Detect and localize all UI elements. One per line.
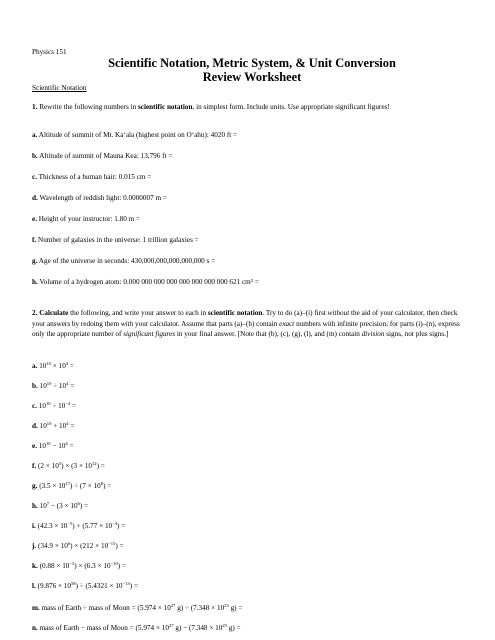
q1-item	[32, 194, 167, 202]
item-text: $10^7 - (3 \times 10^6)$ =	[39, 501, 89, 510]
course-label: Physics 151	[32, 48, 67, 56]
item-label: b.	[32, 382, 38, 390]
q2-item	[32, 362, 74, 370]
q1-bold: scientific notation	[138, 103, 193, 111]
q2-item	[32, 422, 74, 430]
item-text: $10^{10} \times 10^4$ =	[39, 361, 74, 370]
title-line-1: Scientific Notation, Metric System, & Unit Conversion	[108, 56, 396, 70]
item-text: $(42.3 \times 10^{-5}) + (5.77 \times 10^{-4})$ =	[37, 521, 126, 530]
item-text: $(0.88 \times 10^{-3}) \times (6.3 \times 10^{-10})$ =	[39, 561, 126, 570]
item-label: m.	[32, 604, 40, 612]
item-text: Altitude of summit of Mt. Ka‘ala (highest point on O‘ahu): 4020 ft =	[38, 131, 238, 139]
q2-item	[32, 522, 125, 530]
item-text: Volume of a hydrogen atom: 0.000 000 000 000 000 000 000 000 621 cm³ =	[39, 278, 259, 286]
q2-bold2: scientific notation	[207, 309, 263, 317]
item-label: j.	[32, 542, 37, 550]
title-line-2: Review Worksheet	[202, 69, 302, 84]
item-label: d.	[32, 194, 38, 202]
q2-mid5: numbers with infinite precision; for parts (i)–(n), express only the appropriate number of	[32, 319, 460, 338]
q1-item	[32, 131, 237, 139]
q2-item	[32, 502, 88, 510]
item-label: g.	[32, 257, 38, 265]
q2-it3: exact	[279, 319, 295, 328]
q2-item	[32, 562, 126, 570]
item-label: c.	[32, 402, 37, 410]
q2-item	[32, 482, 111, 490]
q2-mid2: . Try to do (a)–(i) first	[262, 309, 326, 317]
question-1-instructions	[32, 102, 472, 113]
item-text: Number of galaxies in the universe: 1 trillion galaxies =	[38, 236, 199, 244]
item-label: e.	[32, 442, 37, 450]
item-text: $(2 \times 10^5) \times (3 \times 10^{12})$ =	[38, 461, 105, 470]
q1-item	[32, 173, 151, 181]
q1-item	[32, 278, 259, 286]
q2-item	[32, 382, 74, 390]
q2-it4: significant figures	[123, 330, 176, 338]
q1-item	[32, 152, 172, 160]
item-text: Wavelength of reddish light: 0.0000007 m =	[39, 194, 167, 202]
item-label: b.	[32, 152, 38, 160]
item-text: $10^{10} + 10^4$ =	[39, 421, 75, 430]
q1-post: , in simplest form. Include units. Use appropriate significant figures!	[192, 103, 390, 111]
q2-mid4: your calculator. Assume that parts (a)–(h) contain	[135, 319, 278, 328]
item-label: h.	[32, 502, 38, 510]
q1-item	[32, 257, 215, 265]
q2-mid3: the aid of your calculator, then check your answers by redoing them	[32, 309, 458, 328]
q2-mid1: the following, and write your answer to each in	[70, 309, 207, 317]
q2-it2: with	[120, 319, 134, 328]
item-text: $(9.876 \times 10^{58}) \div (5.4321 \times 10^{-13})$ =	[37, 581, 138, 590]
item-text: Height of your instructor: 1.80 m =	[38, 215, 141, 223]
item-text: $(3.5 \times 10^{17}) \div (7 \times 10^8)$ =	[39, 481, 112, 490]
q2-it5: division	[361, 330, 385, 338]
item-label: a.	[32, 131, 38, 139]
q2-item	[32, 604, 242, 612]
item-label: k.	[32, 562, 38, 570]
q2-item	[32, 582, 138, 590]
item-label: i.	[32, 522, 36, 530]
question-2-number: 2.	[32, 309, 38, 317]
item-label: h.	[32, 278, 38, 286]
q2-item	[32, 402, 76, 410]
item-label: l.	[32, 582, 36, 590]
q1-item	[32, 215, 140, 223]
item-text: $10^{10} \div 10^{-4}$ =	[38, 401, 77, 410]
item-text: Altitude of summit of Mauna Kea: 13,796 ft =	[39, 152, 173, 160]
item-label: f.	[32, 462, 37, 470]
q2-it1: without	[327, 309, 350, 317]
section-heading: Scientific Notation	[32, 84, 87, 92]
q2-mid6: in your final answer. [Note that (b), (c), (g), (l), and (m) contain	[176, 330, 360, 338]
question-1-number: 1.	[32, 103, 38, 111]
item-label: n.	[32, 624, 38, 632]
item-text: mass of Earth ÷ mass of Moon = ($5.974 \times 10^{27}$ $g) \div (7.348 \times 10^{25}$ g) =	[41, 603, 243, 612]
item-label: d.	[32, 422, 38, 430]
page-title	[32, 57, 472, 84]
q2-item	[32, 462, 105, 470]
item-text: $10^{10} \div 10^4$ =	[39, 381, 75, 390]
item-text: $10^{10} - 10^4$ =	[38, 441, 74, 450]
item-text: mass of Earth − mass of Moon = ($5.974 \times 10^{27}$ $g) - (7.348 \times 10^{25}$ g) =	[39, 623, 241, 632]
q1-item	[32, 236, 199, 244]
item-label: g.	[32, 482, 38, 490]
q1-pre: Rewrite the following numbers in	[39, 103, 137, 111]
q2-item	[32, 624, 241, 632]
item-label: f.	[32, 236, 37, 244]
item-label: e.	[32, 215, 37, 223]
item-text: $(34.9 \times 10^6) \times (212 \times 10^{-15})$ =	[38, 541, 124, 550]
item-text: Thickness of a human hair: 0.015 cm =	[38, 173, 152, 181]
item-label: c.	[32, 173, 37, 181]
q2-item	[32, 542, 124, 550]
q2-bold: Calculate	[39, 309, 69, 317]
question-2-instructions	[32, 308, 472, 340]
q2-item	[32, 442, 74, 450]
item-text: Age of the universe in seconds: 430,000,000,000,000,000 s =	[38, 257, 216, 265]
q2-mid7: signs, not plus signs.]	[386, 330, 449, 338]
item-label: a.	[32, 362, 38, 370]
